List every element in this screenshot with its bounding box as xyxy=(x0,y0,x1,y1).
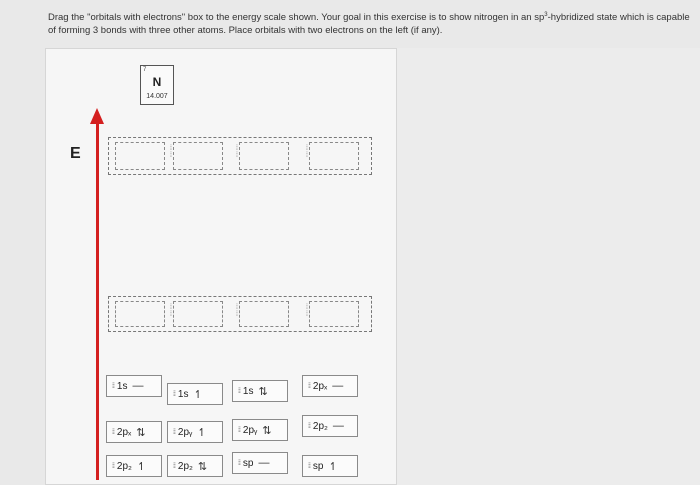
element-symbol: N xyxy=(152,75,162,89)
atomic-mass: 14.007 xyxy=(146,93,168,100)
drop-slot[interactable]: ⁞ ⁞ xyxy=(309,142,359,170)
drop-slot[interactable]: ⁞ ⁞ xyxy=(173,301,223,327)
drag-handle-icon: ⁞⁞ xyxy=(173,428,175,436)
orbital-tile[interactable]: ⁞⁞ sp — xyxy=(232,452,288,474)
instructions-superscript: 3 xyxy=(544,11,548,18)
drag-handle-icon: ⁞⁞ xyxy=(308,382,310,390)
drag-handle-icon: ⁞⁞ xyxy=(112,428,114,436)
orbital-tile[interactable]: ⁞⁞ 2p₂ ↿ xyxy=(106,455,162,477)
drop-slot[interactable]: ⁞ ⁞ xyxy=(173,142,223,170)
drag-handle-icon: ⁞⁞ xyxy=(173,462,175,470)
drag-handle-icon: ⁞⁞ xyxy=(238,387,240,395)
orbital-tile[interactable]: ⁞⁞ 2p₂ ⇅ xyxy=(167,455,223,477)
drop-slot[interactable] xyxy=(115,142,165,170)
orbital-tile[interactable]: ⁞⁞ sp ↿ xyxy=(302,455,358,477)
orbital-tile[interactable]: ⁞⁞ 2pᵧ ↿ xyxy=(167,421,223,443)
drag-handle-icon: ⁞⁞ xyxy=(173,390,175,398)
instructions-text-3: of forming 3 bonds with three other atoms. Place orbitals with two electrons on the left (if any). xyxy=(48,24,443,36)
orbital-tile[interactable]: ⁞⁞ 1s ↿ xyxy=(167,383,223,405)
orbital-tile[interactable]: ⁞⁞ 2pₓ — xyxy=(302,375,358,397)
nitrogen-element-card xyxy=(140,65,174,105)
energy-level-lower xyxy=(108,296,372,332)
energy-axis xyxy=(96,122,99,480)
drop-slot[interactable]: ⁞ ⁞ xyxy=(239,142,289,170)
drop-slot[interactable]: ⁞ ⁞ xyxy=(309,301,359,327)
energy-level-upper xyxy=(108,137,372,175)
orbital-tile[interactable]: ⁞⁞ 1s — xyxy=(106,375,162,397)
instructions-text-1: Drag the "orbitals with electrons" box to the energy scale shown. Your goal in this exercise is to show nitrogen in an sp xyxy=(48,12,545,23)
orbital-tile[interactable]: ⁞⁞ 2pₓ ⇅ xyxy=(106,421,162,443)
instructions-text-2: -hybridized state which is capable xyxy=(547,12,690,23)
drop-slot[interactable]: ⁞ ⁞ xyxy=(239,301,289,327)
drag-handle-icon: ⁞⁞ xyxy=(238,426,240,434)
drag-handle-icon: ⁞⁞ xyxy=(308,462,310,470)
drag-handle-icon: ⁞⁞ xyxy=(112,382,114,390)
drop-slot[interactable] xyxy=(115,301,165,327)
background-panel xyxy=(395,48,700,485)
drag-handle-icon: ⁞⁞ xyxy=(112,462,114,470)
orbital-tile[interactable]: ⁞⁞ 2pᵧ ⇅ xyxy=(232,419,288,441)
orbital-tile[interactable]: ⁞⁞ 1s ⇅ xyxy=(232,380,288,402)
atomic-number: 7 xyxy=(143,67,147,73)
instructions xyxy=(48,12,693,37)
drag-handle-icon: ⁞⁞ xyxy=(308,422,310,430)
drag-handle-icon: ⁞⁞ xyxy=(238,459,240,467)
orbital-tile[interactable]: ⁞⁞ 2p₂ — xyxy=(302,415,358,437)
energy-axis-label: E xyxy=(70,145,81,162)
